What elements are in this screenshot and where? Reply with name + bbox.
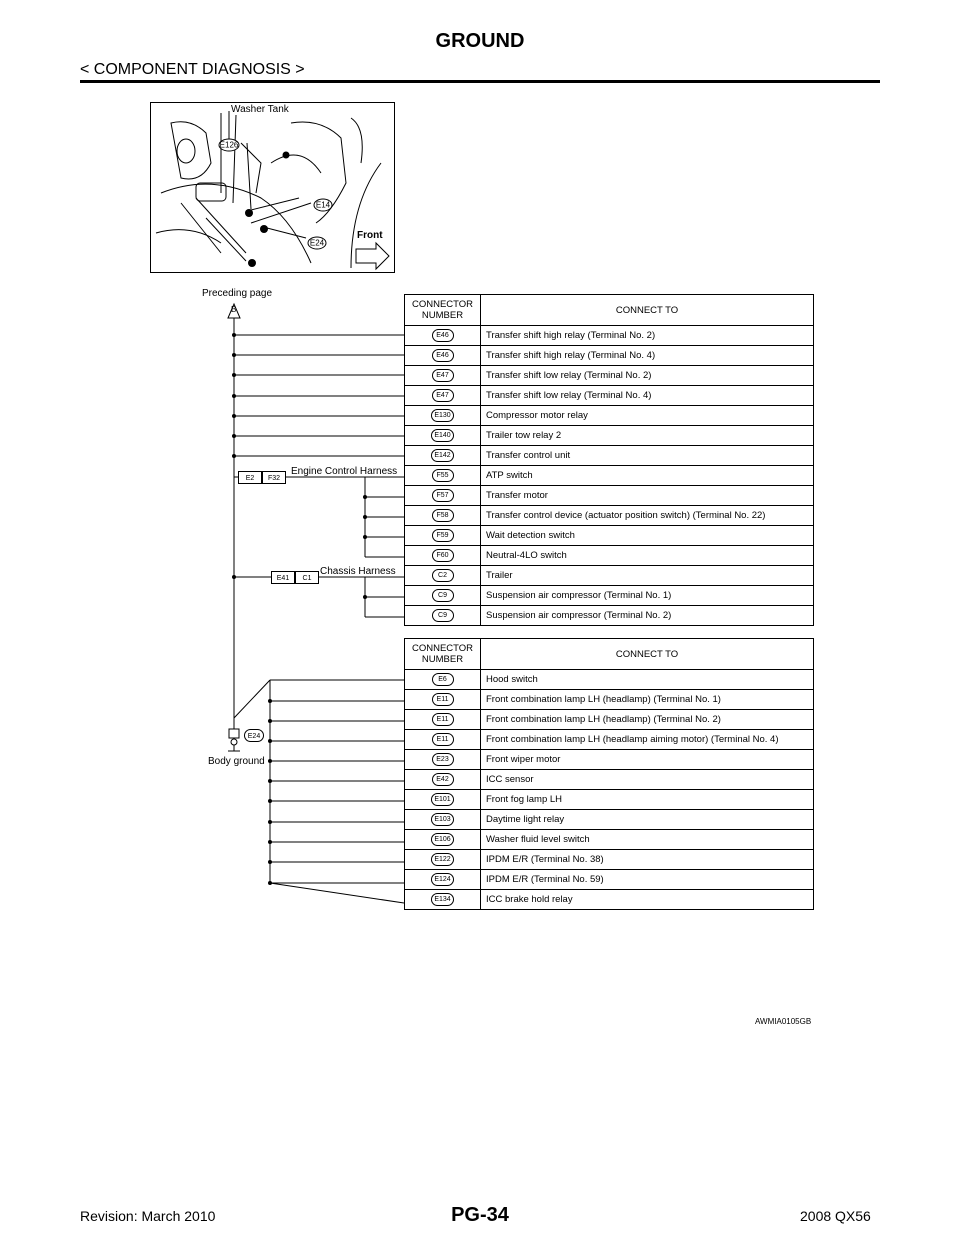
table-row	[405, 526, 814, 546]
revision-label: Revision: March 2010	[80, 1208, 216, 1224]
connect-to-cell: Front fog lamp LH	[481, 790, 814, 810]
table-row	[405, 830, 814, 850]
connect-to-cell: IPDM E/R (Terminal No. 38)	[481, 850, 814, 870]
table-row	[405, 546, 814, 566]
connect-to-cell: Transfer shift high relay (Terminal No. 4)	[481, 346, 814, 366]
table-1-col-connect-to: CONNECT TO	[481, 295, 814, 326]
connector-badge: F57	[432, 489, 454, 502]
connector-badge: C9	[432, 609, 454, 622]
chassis-harness-connector-right: C1	[295, 571, 319, 584]
connect-to-cell: Transfer shift high relay (Terminal No. 2)	[481, 326, 814, 346]
photo-connector-e24: E24	[309, 238, 325, 248]
connector-badge: E42	[432, 773, 454, 786]
table-row	[405, 690, 814, 710]
table-row	[405, 670, 814, 690]
connector-badge: E11	[432, 733, 454, 746]
connect-to-cell: Hood switch	[481, 670, 814, 690]
connect-to-cell: Neutral-4LO switch	[481, 546, 814, 566]
table-row	[405, 750, 814, 770]
table-row	[405, 770, 814, 790]
table-row	[405, 406, 814, 426]
connector-badge: F55	[432, 469, 454, 482]
table-row	[405, 366, 814, 386]
table-row	[405, 790, 814, 810]
figure-code: AWMIA0105GB	[755, 1017, 812, 1026]
section-title: < COMPONENT DIAGNOSIS >	[80, 61, 305, 78]
table-row	[405, 710, 814, 730]
connector-badge: E101	[431, 793, 453, 806]
table-row	[405, 566, 814, 586]
connect-to-cell: Washer fluid level switch	[481, 830, 814, 850]
page-title: GROUND	[435, 30, 525, 52]
connect-to-cell: Transfer shift low relay (Terminal No. 4)	[481, 386, 814, 406]
connector-badge: E23	[432, 753, 454, 766]
connector-badge: E124	[431, 873, 453, 886]
connector-badge: F59	[432, 529, 454, 542]
connector-badge: E47	[432, 369, 454, 382]
engine-harness-connector-left: E2	[238, 471, 262, 484]
table-row	[405, 730, 814, 750]
connect-to-cell: Transfer shift low relay (Terminal No. 2)	[481, 366, 814, 386]
table-row	[405, 810, 814, 830]
connect-to-cell: Wait detection switch	[481, 526, 814, 546]
connect-to-cell: ATP switch	[481, 466, 814, 486]
table-row	[405, 446, 814, 466]
ground-connector-table-1	[404, 294, 814, 626]
connect-to-cell: ICC sensor	[481, 770, 814, 790]
body-ground-connector: E24	[244, 729, 264, 742]
connector-badge: E134	[431, 893, 453, 906]
ground-connector-table-2	[404, 638, 814, 910]
table-2-col-connector: CONNECTOR NUMBER	[405, 639, 481, 670]
connect-to-cell: Front combination lamp LH (headlamp) (Terminal No. 2)	[481, 710, 814, 730]
table-2-col-connect-to: CONNECT TO	[481, 639, 814, 670]
engine-harness-label: Engine Control Harness	[291, 466, 398, 477]
preceding-page-marker: B	[231, 305, 237, 314]
connect-to-cell: Suspension air compressor (Terminal No. 1)	[481, 586, 814, 606]
connect-to-cell: Transfer motor	[481, 486, 814, 506]
body-ground-label: Body ground	[208, 756, 265, 767]
connector-badge: E46	[432, 329, 454, 342]
connector-badge: E6	[432, 673, 454, 686]
connector-badge: E122	[431, 853, 453, 866]
table-row	[405, 426, 814, 446]
preceding-page-label: Preceding page	[202, 288, 273, 299]
front-label: Front	[357, 230, 383, 241]
table-row	[405, 506, 814, 526]
connect-to-cell: Front wiper motor	[481, 750, 814, 770]
connector-badge: E142	[431, 449, 453, 462]
table-row	[405, 890, 814, 910]
connect-to-cell: Transfer control unit	[481, 446, 814, 466]
table-row	[405, 386, 814, 406]
connector-badge: C2	[432, 569, 454, 582]
connect-to-cell: Transfer control device (actuator position switch) (Terminal No. 22)	[481, 506, 814, 526]
connect-to-cell: ICC brake hold relay	[481, 890, 814, 910]
table-row	[405, 466, 814, 486]
connector-badge: E11	[432, 693, 454, 706]
table-row	[405, 850, 814, 870]
connector-badge: F60	[432, 549, 454, 562]
connector-badge: F58	[432, 509, 454, 522]
connect-to-cell: Suspension air compressor (Terminal No. 2)	[481, 606, 814, 626]
model-label: 2008 QX56	[800, 1208, 871, 1224]
chassis-harness-label: Chassis Harness	[320, 566, 396, 577]
table-row	[405, 586, 814, 606]
connector-badge: E106	[431, 833, 453, 846]
connect-to-cell: Compressor motor relay	[481, 406, 814, 426]
connector-badge: E130	[431, 409, 453, 422]
table-row	[405, 346, 814, 366]
photo-connector-e126: E126	[219, 140, 239, 150]
table-row	[405, 606, 814, 626]
table-row	[405, 870, 814, 890]
connector-badge: E47	[432, 389, 454, 402]
connector-badge: E46	[432, 349, 454, 362]
connect-to-cell: Trailer	[481, 566, 814, 586]
connector-badge: E11	[432, 713, 454, 726]
connect-to-cell: Front combination lamp LH (headlamp aiming motor) (Terminal No. 4)	[481, 730, 814, 750]
connector-badge: E140	[431, 429, 453, 442]
washer-tank-label: Washer Tank	[231, 104, 289, 115]
page-number: PG-34	[451, 1204, 509, 1226]
table-1-col-connector: CONNECTOR NUMBER	[405, 295, 481, 326]
connect-to-cell: Daytime light relay	[481, 810, 814, 830]
connect-to-cell: Trailer tow relay 2	[481, 426, 814, 446]
connect-to-cell: Front combination lamp LH (headlamp) (Terminal No. 1)	[481, 690, 814, 710]
connect-to-cell: IPDM E/R (Terminal No. 59)	[481, 870, 814, 890]
connector-badge: E103	[431, 813, 453, 826]
photo-connector-e14: E14	[315, 200, 331, 210]
table-row	[405, 486, 814, 506]
chassis-harness-connector-left: E41	[271, 571, 295, 584]
table-row	[405, 326, 814, 346]
connector-badge: C9	[432, 589, 454, 602]
engine-harness-connector-right: F32	[262, 471, 286, 484]
